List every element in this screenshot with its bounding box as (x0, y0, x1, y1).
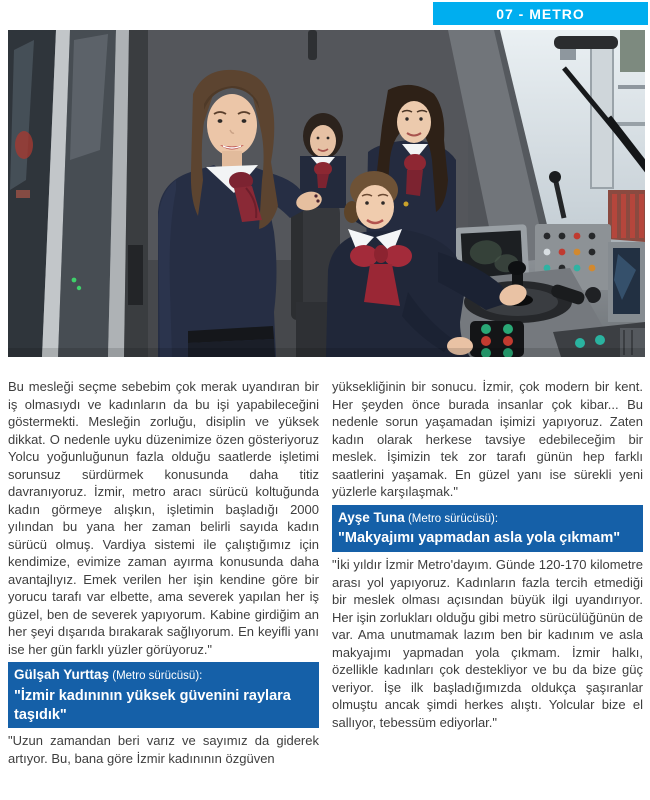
section-header-gulsah-yurttas (8, 662, 319, 728)
article-photo (8, 30, 645, 357)
driver-name: Gülşah Yurttaş (14, 667, 110, 682)
driver-role: (Metro sürücüsü): (109, 670, 203, 682)
driver-quote-headline: "İzmir kadınının yüksek güvenini raylara taşıdık" (14, 687, 291, 723)
driver-role: (Metro sürücüsü): (404, 512, 499, 525)
driver-name: Ayşe Tuna (338, 509, 405, 525)
paragraph-continuation: yüksekliğinin bir sonucu. İzmir, çok modern bir kent. Her şeyden önce burada insanlar çok kibar... Bu nedenle sorun yaşamadan işimizi yapıyoruz. Zaten kadın olarak herkese tavsiye edebileceğim bir meslek. İşimizin tek zor tarafı günün hep farklı saatlerini yaşamak. En güzel yanı ise sürekli yeni yüzlerle karşılaşmak." (332, 379, 643, 499)
driver-quote-headline: "Makyajımı yapmadan asla yola çıkmam" (338, 530, 621, 547)
page-section-label: 07 - METRO (496, 5, 585, 22)
page-section-badge (433, 2, 648, 25)
paragraph-intro: Bu mesleği seçme sebebim çok merak uyandıran bir iş olmasıydı ve kadınların da bu işi yapabileceğini göstermekti. Mesleğin zorluğu, disiplin ve yüksek dikkat. O nedenle uyku düzenimize özen gösteriyoruz Yolcu yoğunluğunun fazla olduğu saatlerde işletimi sorunsuz sürdürmek konusunda daha titiz davranıyoruz. İzmir, metro aracı sürücü koltuğunda kadın görmeye alışkın, işletimin başladığı 2000 yılından bu yana her zaman belirli sayıda kadın sürücü olmuş. Vardiya sistemi ile çalıştığımız için kendimize, evimize zaman ayırma konusunda daha avantajlıyız. Emek verilen her işin kendine göre bir yorucu tarafı var elbette, ama severek yapılan her iş güzel, ben de severek yapıyorum. Kabine girdiğim an her şeyi dışarıda bırakarak sağlıyorum. En keyifli yanı ise her gün farklı yüzler görüyoruz." (8, 379, 319, 657)
metro-cab-photo-illustration (8, 30, 645, 357)
article-columns (8, 378, 643, 767)
paragraph-ayse-quote: "İki yıldır İzmir Metro'dayım. Günde 120-170 kilometre arası yol yapıyoruz. Kadınların fazla tercih etmediği bir meslek olması açısından büyük ilgi uyandırıyor. Her işin zorlukları olduğu gibi metro sürücülüğünün de var. Ama unutmamak lazım ben bir kadınım ve asla makyajımı yapmadan yola çıkmam. İzmir halkı, özellikle kadınları çok destekliyor ve bu da bize güç veriyor. İşe ilk başladığımızda oldukça şaşıranlar olmuştu ancak şimdi herkes alıştı. Yolcular bize el sallıyor, tebessüm ediyorlar." (332, 557, 643, 730)
article-column-right (332, 378, 643, 767)
paragraph-gulsah-quote: "Uzun zamandan beri varız ve sayımız da giderek artıyor. Bu, bana göre İzmir kadınının özgüven (8, 733, 319, 766)
section-header-ayse-tuna (332, 505, 643, 553)
article-column-left (8, 378, 319, 767)
